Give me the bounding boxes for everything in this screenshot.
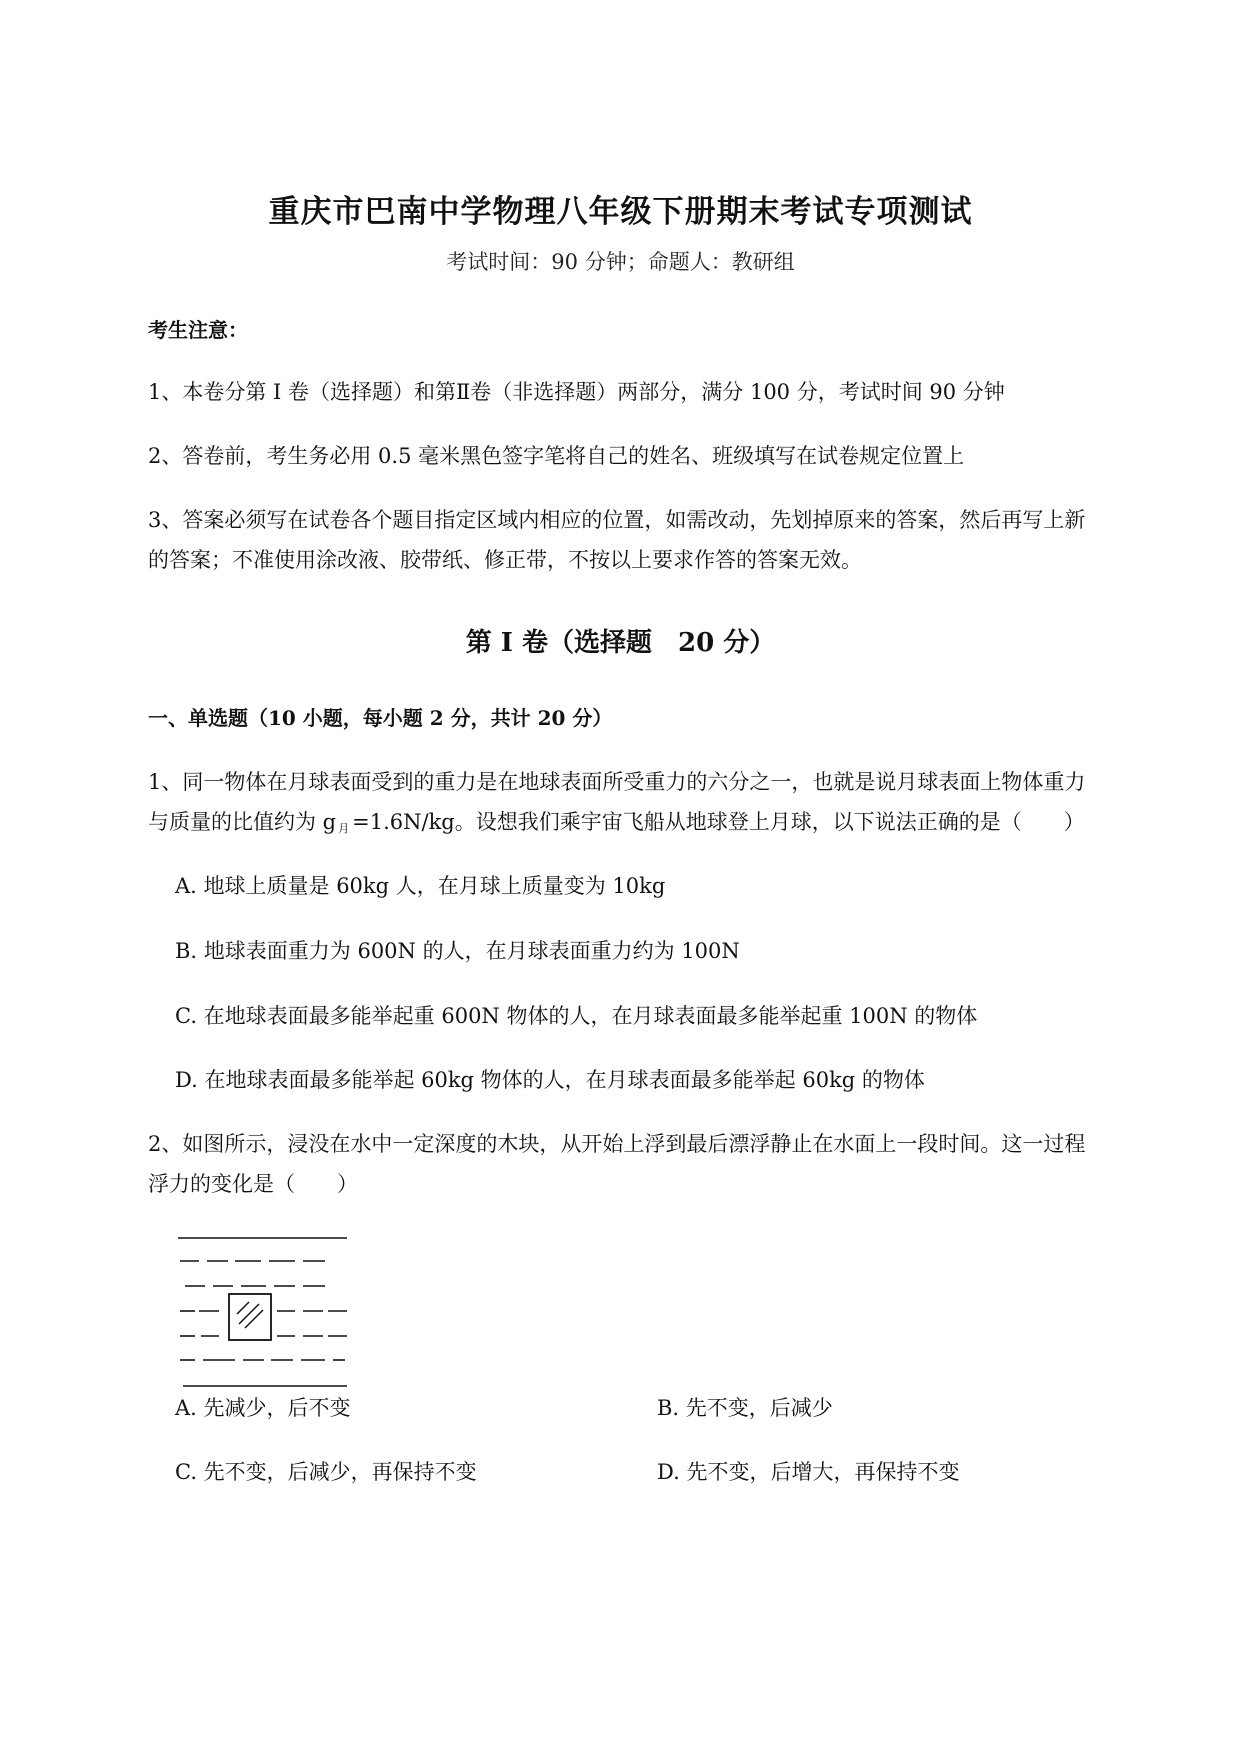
- question-1-option-a: A. 地球上质量是 60kg 人，在月球上质量变为 10kg: [175, 874, 666, 898]
- question-2-line-2: 浮力的变化是（ ）: [148, 1172, 358, 1196]
- question-2-option-a: A. 先减少，后不变: [175, 1396, 351, 1420]
- question-2-option-d: D. 先不变，后增大，再保持不变: [657, 1460, 960, 1484]
- notice-item-2: 2、答卷前，考生务必用 0.5 毫米黑色签字笔将自己的姓名、班级填写在试卷规定位置上: [148, 444, 965, 468]
- notice-item-3-cont: 的答案；不准使用涂改液、胶带纸、修正带，不按以上要求作答的答案无效。: [148, 548, 862, 572]
- question-1-option-d: D. 在地球表面最多能举起 60kg 物体的人，在月球表面最多能举起 60kg 的物体: [175, 1068, 925, 1092]
- section-title: 第 I 卷（选择题 20 分）: [465, 628, 776, 658]
- question-2-line-1: 2、如图所示，浸没在水中一定深度的木块，从开始上浮到最后漂浮静止在水面上一段时间。这一过程: [148, 1132, 1086, 1156]
- question-1-option-b: B. 地球表面重力为 600N 的人，在月球表面重力约为 100N: [175, 939, 740, 963]
- question-2-option-c: C. 先不变，后减少，再保持不变: [175, 1460, 477, 1484]
- question-2-option-b: B. 先不变，后减少: [657, 1396, 833, 1420]
- question-1-line-2: 与质量的比值约为 g $_月$ =1.6N/kg。设想我们乘宇宙飞船从地球登上月球，以下说法正确的是（ ）: [148, 810, 1085, 835]
- notice-heading: 考生注意：: [148, 318, 248, 342]
- wood-block: [229, 1294, 271, 1340]
- part-title: 一、单选题（10 小题，每小题 2 分，共计 20 分）: [148, 706, 613, 730]
- question-1-line-1: 1、同一物体在月球表面受到的重力是在地球表面所受重力的六分之一，也就是说月球表面上物体重力: [148, 770, 1086, 794]
- exam-subtitle: 考试时间：90 分钟；命题人：教研组: [446, 250, 795, 274]
- subscript-moon: 月: [338, 822, 350, 835]
- question-1-option-c: C. 在地球表面最多能举起重 600N 物体的人，在月球表面最多能举起重 100N 的物体: [175, 1004, 978, 1028]
- notice-item-1: 1、本卷分第 I 卷（选择题）和第Ⅱ卷（非选择题）两部分，满分 100 分，考试时间 90 分钟: [148, 380, 1005, 404]
- exam-title: 重庆市巴南中学物理八年级下册期末考试专项测试: [268, 194, 973, 230]
- notice-item-3: 3、答案必须写在试卷各个题目指定区域内相应的位置，如需改动，先划掉原来的答案，然后再写上新: [148, 508, 1086, 532]
